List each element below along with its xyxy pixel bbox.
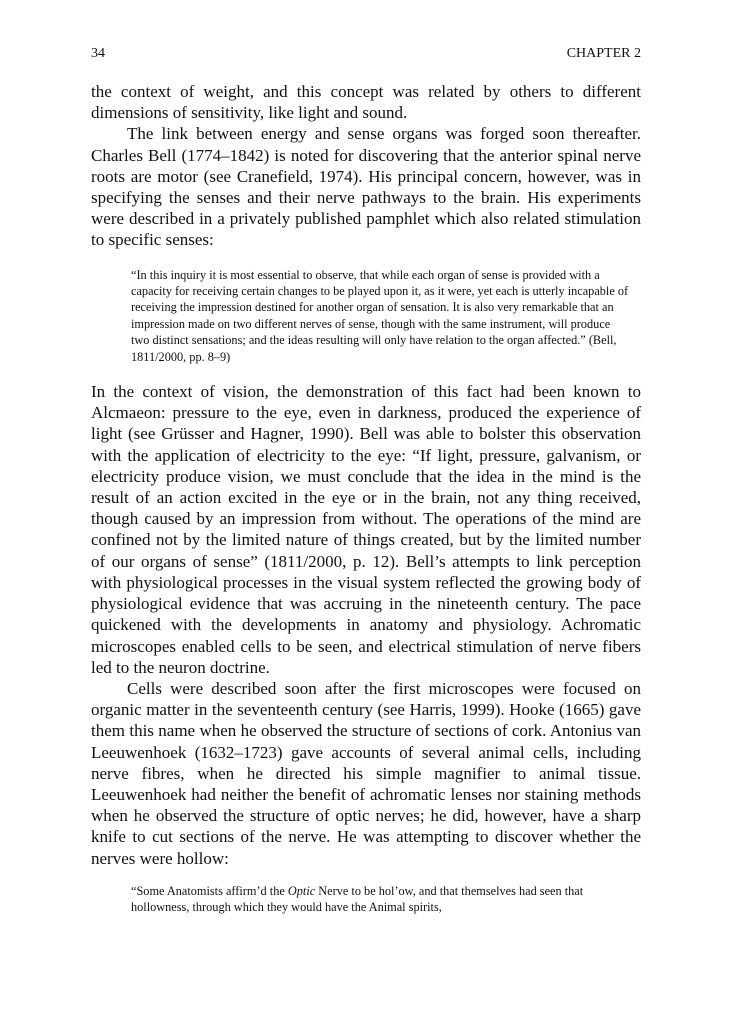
block-quote-leeuwenhoek: [131, 883, 629, 916]
paragraph-2: The link between energy and sense organs was forged soon thereafter. Charles Bell (1774–1842) is noted for discovering that the anterior spinal nerve roots are motor (see Cranefield, 1974). His principal concern, however, was in specifying the senses and their nerve pathways to the brain. His experiments were described in a privately published pamphlet which also related stimulation to specific senses:: [91, 124, 641, 250]
chapter-title: CHAPTER 2: [566, 46, 641, 61]
quote-italic-word: Optic: [287, 883, 316, 898]
quote-text-start: “Some Anatomists affirm’d the: [131, 883, 288, 898]
running-head: [91, 45, 641, 63]
block-quote-bell: “In this inquiry it is most essential to observe, that while each organ of sense is provided with a capacity for receiving certain changes to be played upon it, as it were, yet each is utterly incapable of receiving the impression destined for another organ of sensation. It is also very remarkable that an impression made on two different nerves of sense, though with the same instrument, will produce two distinct sensations; and the ideas resulting will only have relation to the organ affected.” (Bell, 1811/2000, pp. 8–9): [131, 267, 629, 364]
book-page: [91, 45, 641, 916]
quote-text-end: Nerve to be hol’ow, and that themselves had seen that hollowness, through which they would have the Animal spirits,: [131, 883, 584, 915]
paragraph-1: the context of weight, and this concept was related by others to different dimensions of sensitivity, like light and sound.: [91, 82, 641, 123]
page-number: 34: [91, 46, 105, 61]
paragraph-4: Cells were described soon after the first microscopes were focused on organic matter in the seventeenth century (see Harris, 1999). Hooke (1665) gave them this name when he observed the structure of sections of cork. Antonius van Leeuwenhoek (1632–1723) gave accounts of several animal cells, including nerve fibres, when he directed his simple magnifier to animal tissue. Leeuwenhoek had neither the benefit of achromatic lenses nor staining methods when he observed the structure of optic nerves; he did, however, have a sharp knife to cut sections of the nerve. He was attempting to discover whether the nerves were hollow:: [91, 678, 641, 868]
paragraph-3: In the context of vision, the demonstration of this fact had been known to Alcmaeon: pressure to the eye, even in darkness, produced the experience of light (see Grüsser and Hagner, 1990). Bell was able to bolster this observation with the application of electricity to the eye: “If light, pressure, galvanism, or electricity produce vision, we must conclude that the idea in the mind is the result of an action excited in the eye or in the brain, not any thing received, though caused by an impression from without. The operations of the mind are confined not by the limited nature of things created, but by the limited number of our organs of sense” (1811/2000, p. 12). Bell’s attempts to link perception with physiological processes in the visual system reflected the growing body of physiological evidence that was accruing in the nineteenth century. The pace quickened with the developments in anatomy and physiology. Achromatic microscopes enabled cells to be seen, and electrical stimulation of nerve fibers led to the neuron doctrine.: [91, 382, 641, 677]
